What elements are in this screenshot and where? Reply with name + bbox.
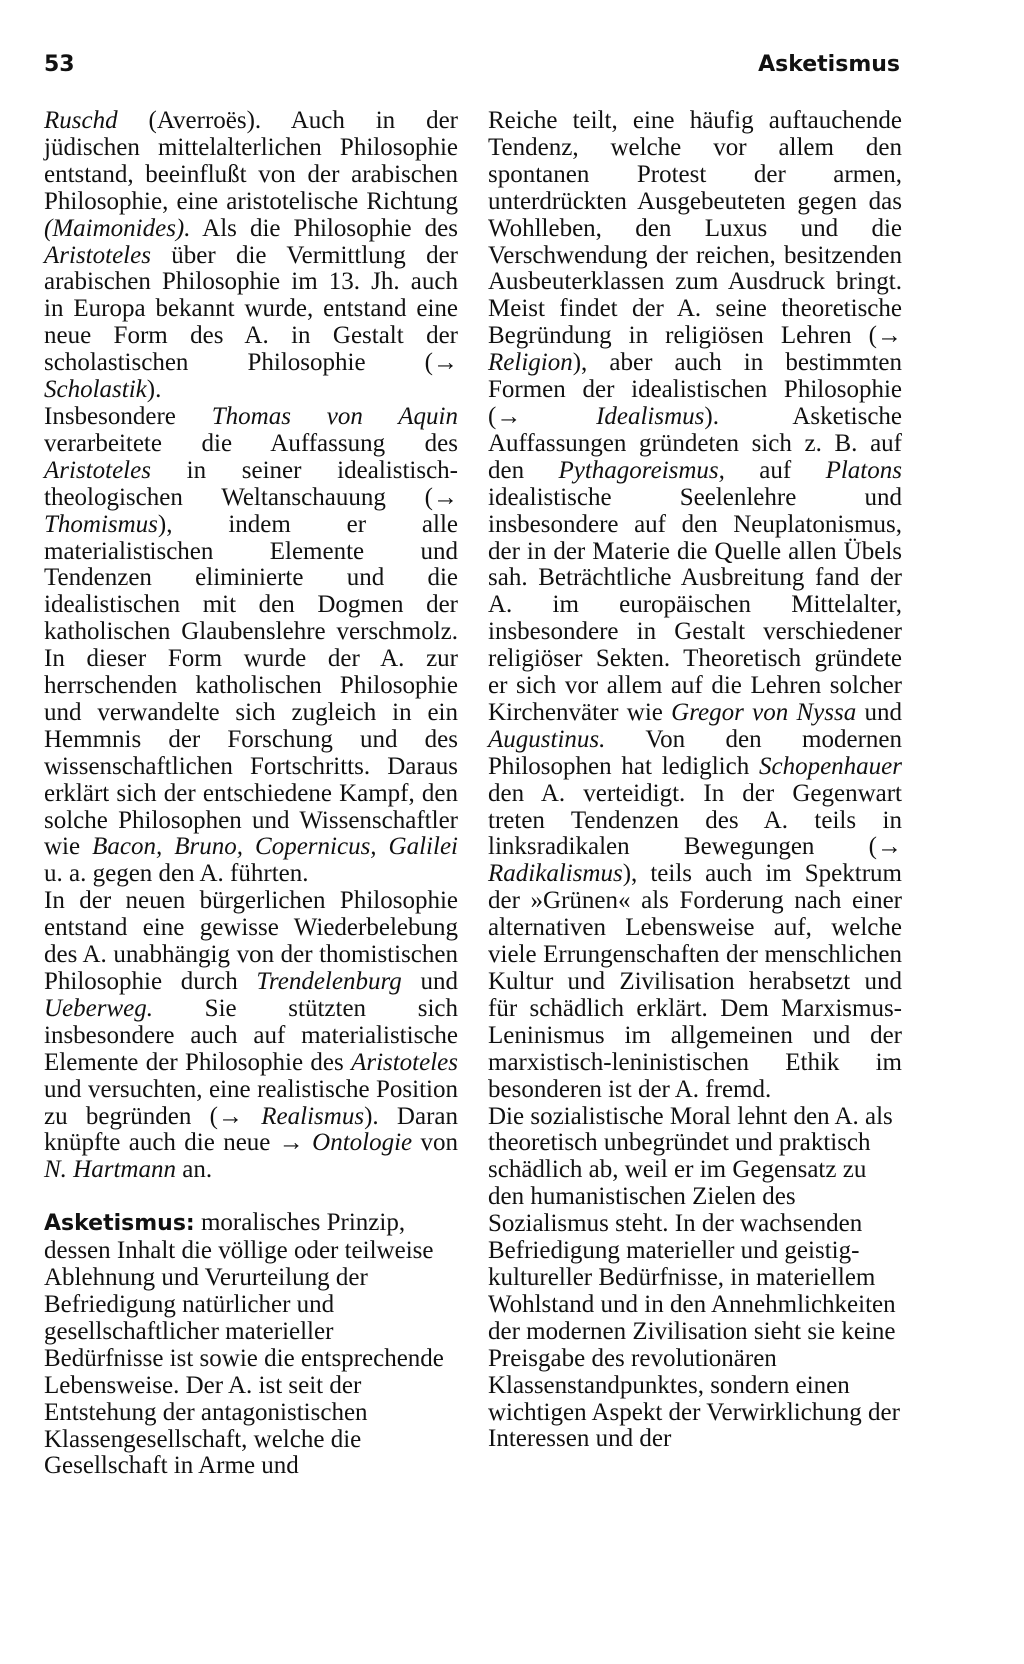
right-column <box>488 108 902 1453</box>
body-text: (Averroës). Auch in der jüdischen mittelalterlichen Philosophie entstand, beeinflußt von der arabischen Philosophie, eine aristotelische Richtung <box>44 107 458 215</box>
body-text: auf <box>724 456 826 484</box>
body-text: und <box>856 698 902 726</box>
body-text: ), aber auch in bestimmten Formen der idealistischen Philosophie (→ <box>488 349 902 430</box>
cross-reference: Ontologie <box>312 1129 413 1157</box>
paragraph <box>488 108 902 1104</box>
paragraph <box>44 404 458 888</box>
body-text: ), teils auch im Spektrum der »Grünen« als Forderung nach einer alternativen Lebensweise auf, welche viele Errungenschaften der menschlichen Kultur und Zivilisation herabsetzt und für schädlich erklärt. Dem Marxismus-Leninismus im allgemeinen und der marxistisch-leninistischen Ethik im besonderen ist der A. fremd. <box>488 860 902 1103</box>
body-text: Von den modernen Philosophen hat lediglich <box>488 725 902 780</box>
left-column <box>44 108 458 1480</box>
body-text: und <box>401 968 458 995</box>
body-text: von <box>412 1129 459 1157</box>
body-text: an. <box>175 1156 213 1184</box>
cross-reference: Aristoteles <box>44 456 151 484</box>
cross-reference: Gregor von Nyssa <box>671 698 857 726</box>
body-text: Reiche teilt, eine häufig auftauchende Tendenz, welche vor allem den spontanen Protest der armen, unterdrückten Ausgebeuteten gegen das Wohlleben, den Luxus und die Verschwendung der reichen, besitzenden Ausbeuterklassen zum Ausdruck bringt. Meist findet der A. seine theoretische Begründung in religiösen Lehren (→ <box>488 107 902 350</box>
body-text: ). Daran knüpfte auch die neue → <box>44 1102 458 1157</box>
body-text: moralisches Prinzip, dessen Inhalt die völlige oder teilweise Ablehnung und Verurteilung der Befriedigung natürlicher und gesellschaftlicher materieller Bedürfnisse ist sowie die entsprechende Lebensweise. Der A. ist seit der Entstehung der antagonistischen Klassengesellschaft, welche die Gesellschaft in Arme und <box>44 1209 444 1480</box>
cross-reference: Platons <box>825 456 902 484</box>
body-text: Insbesondere <box>44 402 212 430</box>
cross-reference: Augustinus. <box>488 725 606 753</box>
body-text: den A. verteidigt. In der Gegenwart treten Tendenzen des A. teils in linksradikalen Bewegungen (→ <box>488 779 902 861</box>
cross-reference: Idealismus <box>596 402 705 430</box>
entry-term: Asketismus: <box>44 1211 195 1237</box>
body-text: u. a. gegen den A. führten. <box>44 860 309 888</box>
paragraph <box>44 108 458 404</box>
cross-reference: N. Hartmann <box>44 1156 176 1184</box>
paragraph <box>488 1104 902 1454</box>
body-text: ). Asketische Auffassungen gründeten sich z. B. auf den <box>488 402 903 484</box>
body-text: und versuchten, eine realistische Position zu begründen (→ <box>44 1075 458 1130</box>
body-text: verarbeitete die Auffassung des <box>44 429 458 457</box>
body-text: Als die Philosophie des <box>190 214 458 242</box>
cross-reference: Ruschd <box>44 107 118 134</box>
cross-reference: Religion <box>488 349 573 377</box>
cross-reference: Bacon, Bruno, Copernicus, Galilei <box>92 833 458 861</box>
body-text: ), indem er alle materialistischen Elemente und Tendenzen eliminierte und die idealistischen mit den Dogmen der katholischen Glaubenslehre verschmolz. In dieser Form wurde der A. zur herrschenden katholischen Philosophie und verwandelte sich zugleich in ein Hemmnis der Forschung und des wissenschaftlichen Fortschritts. Daraus erklärt sich der entschiedene Kampf, den solche Philosophen und Wissenschaftler wie <box>44 510 458 861</box>
cross-reference: Aristoteles <box>44 241 151 269</box>
body-text: in seiner idealistisch-theologischen Weltanschauung (→ <box>44 456 458 511</box>
body-text: idealistische Seelenlehre und insbesondere auf den Neuplatonismus, der in der Materie die Quelle allen Übels sah. Beträchtliche Ausbreitung fand der A. im europäischen Mittelalter, insbesondere in Gestalt verschiedener religiöser Sekten. Theoretisch gründete er sich vor allem auf die Lehren solcher Kirchenväter wie <box>488 483 902 726</box>
body-text: Die sozialistische Moral lehnt den A. als theoretisch unbegründet und praktisch schädlich ab, weil er im Gegensatz zu den humanistischen Zielen des Sozialismus steht. In der wachsenden Befriedigung materieller und geistig-kultureller Bedürfnisse, in materiellem Wohlstand und in den Annehmlichkeiten der modernen Zivilisation sieht sie keine Preisgabe des revolutionären Klassenstandpunktes, sondern einen wichtigen Aspekt der Verwirklichung der Interessen und der <box>488 1102 900 1453</box>
entry-paragraph <box>44 1210 458 1480</box>
body-text: In der neuen bürgerlichen Philosophie entstand eine gewisse Wiederbelebung des A. unabhängig von der thomistischen Philosophie durch <box>44 887 458 995</box>
cross-reference: Realismus <box>261 1102 365 1130</box>
body-text: über die Vermittlung der arabischen Philosophie im 13. Jh. auch in Europa bekannt wurde, entstand eine neue Form des A. in Gestalt der scholastischen Philosophie (→ <box>44 241 458 377</box>
cross-reference: Pythagoreismus, <box>558 456 725 484</box>
cross-reference: Schopenhauer <box>758 752 902 780</box>
cross-reference: Aristoteles <box>351 1048 458 1076</box>
cross-reference: Radikalismus <box>488 860 623 888</box>
page-number: 53 <box>44 52 75 77</box>
page-header <box>44 52 900 82</box>
body-text: Sie stützten sich insbesondere auch auf materialistische Elemente der Philosophie des <box>44 994 458 1076</box>
cross-reference: (Maimonides). <box>44 214 191 242</box>
body-text: ). <box>146 376 162 404</box>
running-head: Asketismus <box>758 52 900 77</box>
paragraph <box>44 888 458 1184</box>
cross-reference: Thomas von Aquin <box>211 402 458 430</box>
cross-reference: Ueberweg. <box>44 994 153 1022</box>
cross-reference: Thomismus <box>44 510 158 538</box>
cross-reference: Trendelenburg <box>256 968 402 995</box>
cross-reference: Scholastik <box>44 376 147 404</box>
